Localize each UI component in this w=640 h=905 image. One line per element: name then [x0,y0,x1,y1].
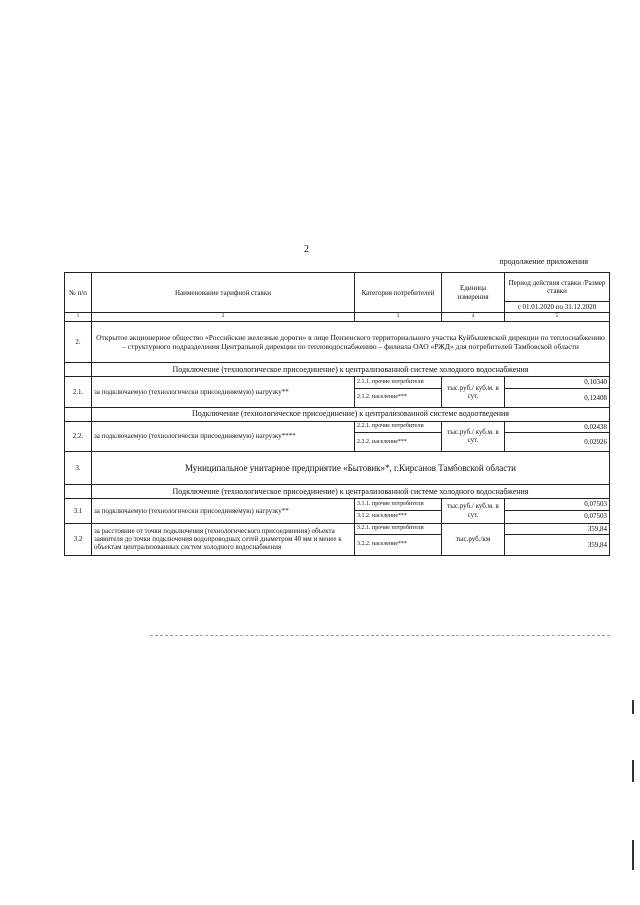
header-period-title: Период действия ставки /Размер ставки [505,273,610,302]
section-title: Подключение (технологическое присоединение) к централизованной системе холодного водоснабжения [92,363,610,377]
row-name: за подключаемую (технологически присоединяемую) нагрузку**** [92,421,355,451]
row-category: 2.2.1. прочие потребители [355,421,442,432]
row-value: 0,07503 [505,499,610,510]
col-number: 5 [505,313,610,322]
col-number: 3 [355,313,442,322]
row-value: 0,10340 [505,377,610,388]
row-value: 0,12408 [505,388,610,407]
row-unit: тыс.руб./ куб.м. в сут. [442,377,505,407]
header-period-range: с 01.01.2020 по 31.12.2020 [505,302,610,313]
scan-artifact-mark [632,760,634,782]
row-num: 2.2. [65,421,92,451]
header-unit: Единица измерения [442,273,505,313]
row-value: 359,84 [505,534,610,555]
section-empty-cell [65,485,92,499]
header-num: № п/п [65,273,92,313]
section-empty-cell [65,407,92,421]
continuation-note: продолжение приложения [499,257,588,266]
row-name: за подключаемую (технологически присоединяемую) нагрузку** [92,499,355,523]
org-row [65,322,610,363]
table-header-row [65,273,610,302]
section-title: Подключение (технологическое присоединение) к централизованной системе холодного водоснабжения [92,485,610,499]
row-value: 0,07503 [505,510,610,523]
section-row [65,363,610,377]
page-number: 2 [304,244,309,255]
row-unit: тыс.руб./ куб.м. в сут. [442,499,505,523]
scan-artifact-line [150,635,610,637]
col-number: 2 [92,313,355,322]
row-category: 2.2.2. население*** [355,433,442,452]
tariff-table [64,272,610,556]
table-row [65,421,610,432]
table-row [65,523,610,534]
section-row [65,485,610,499]
org-row [65,452,610,485]
row-num: 3.1 [65,499,92,523]
header-name: Наименование тарифной ставки [92,273,355,313]
header-category: Категория потребителей [355,273,442,313]
org-num: 3. [65,452,92,485]
scan-artifact-mark [632,700,634,714]
section-empty-cell [65,363,92,377]
row-name: за расстояние от точки подключения (технологического присоединения) объекта заявителя до точки подключения водопроводных сетей диаметром 40 мм и менее к объектам централизованных систем холодного водоснабжения [92,523,355,555]
org-num: 2. [65,322,92,363]
section-row [65,407,610,421]
row-category: 3.2.2. население*** [355,534,442,555]
row-num: 2.1. [65,377,92,407]
col-number: 1 [65,313,92,322]
row-unit: тыс.руб./ куб.м. в сут. [442,421,505,451]
org-name: Муниципальное унитарное предприятие «Бытовик»*, г.Кирсанов Тамбовской области [92,452,610,485]
org-name: Открытое акционерное общество «Российские железные дороги» в лице Пензенского территориального участка Куйбышевской дирекции по теплоснабжению – структурного подразделения Центральной дирекции по тепловодоснабжению – филиала ОАО «РЖД» для потребителей Тамбовской области [92,322,610,363]
scan-artifact-mark [632,840,634,870]
row-category: 2.1.1. прочие потребители [355,377,442,388]
row-category: 3.2.1. прочие потребители [355,523,442,534]
row-value: 0,02926 [505,433,610,452]
row-name: за подключаемую (технологически присоединяемую) нагрузку** [92,377,355,407]
row-num: 3.2 [65,523,92,555]
table-row [65,377,610,388]
row-value: 0,02438 [505,421,610,432]
row-value: 359,84 [505,523,610,534]
row-category: 2.1.2. население*** [355,388,442,407]
column-number-row [65,313,610,322]
section-title: Подключение (технологическое присоединение) к централизованной системе водоотведения [92,407,610,421]
row-unit: тыс.руб./км [442,523,505,555]
row-category: 3.1.1. прочие потребители [355,499,442,510]
row-category: 3.1.2. население*** [355,510,442,523]
col-number: 4 [442,313,505,322]
table-row [65,499,610,510]
